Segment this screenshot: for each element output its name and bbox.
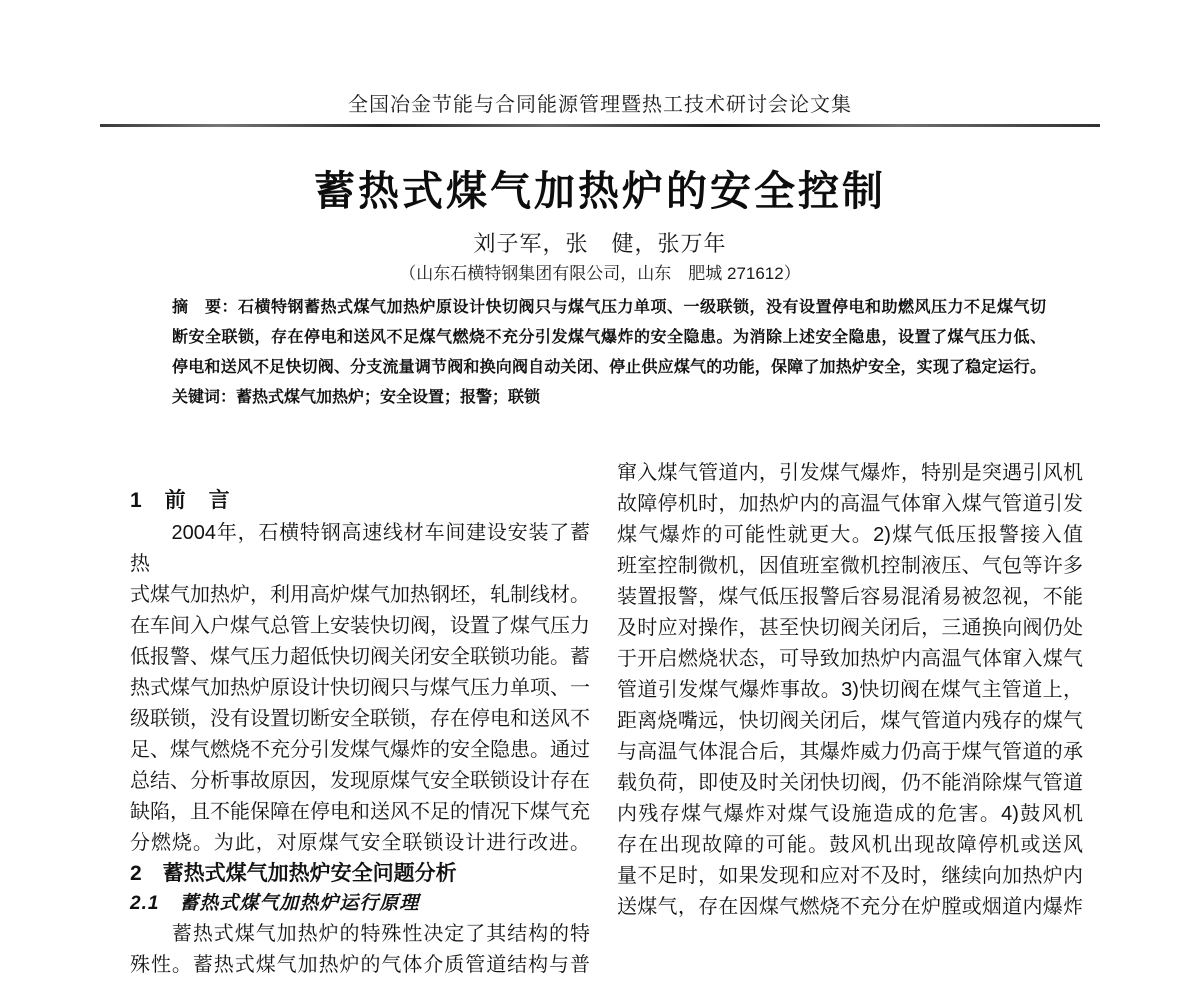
body-text-line: 装置报警，煤气低压报警后容易混淆易被忽视，不能	[617, 586, 1083, 608]
body-text-line: 分燃烧。为此，对原煤气安全联锁设计进行改进。	[130, 832, 590, 854]
header-rule	[100, 124, 1100, 127]
body-text-line: 窜入煤气管道内，引发煤气爆炸，特别是突遇引风机	[617, 462, 1083, 484]
left-column	[130, 484, 590, 981]
section-1-heading: 1 前 言	[130, 489, 231, 512]
body-text-line: 式煤气加热炉，利用高炉煤气加热钢坯，轧制线材。	[130, 584, 590, 606]
body-text-line: 内残存煤气爆炸对煤气设施造成的危害。4)鼓风机	[617, 803, 1083, 825]
abstract-line: 停电和送风不足快切阀、分支流量调节阀和换向阀自动关闭、停止供应煤气的功能，保障了加热炉安全，实现了稳定运行。	[172, 359, 1046, 376]
body-text-line: 煤气爆炸的可能性就更大。2)煤气低压报警接入值	[617, 524, 1083, 546]
keywords-line: 关键词：蓄热式煤气加热炉；安全设置；报警；联锁	[172, 389, 541, 406]
paper-title: 蓄热式煤气加热炉的安全控制	[314, 168, 886, 214]
section-2-1-paragraph	[130, 919, 590, 981]
body-text-line: 及时应对操作，甚至快切阀关闭后，三通换向阀仍处	[617, 617, 1083, 639]
abstract-line: 摘 要：石横特钢蓄热式煤气加热炉原设计快切阀只与煤气压力单项、一级联锁，没有设置停电和助燃风压力不足煤气切	[172, 299, 1046, 316]
proceedings-running-head: 全国冶金节能与合同能源管理暨热工技术研讨会论文集	[348, 94, 852, 116]
body-text-line: 总结、分析事故原因，发现原煤气安全联锁设计存在	[130, 770, 590, 792]
body-text-line: 热式煤气加热炉原设计快切阀只与煤气压力单项、一	[130, 677, 590, 699]
abstract-line: 断安全联锁，存在停电和送风不足煤气燃烧不充分引发煤气爆炸的安全隐患。为消除上述安全隐患，设置了煤气压力低、	[172, 329, 1046, 346]
body-text-line: 低报警、煤气压力超低快切阀关闭安全联锁功能。蓄	[130, 646, 590, 668]
affiliation-line: （山东石横特钢集团有限公司，山东 肥城 271612）	[399, 264, 801, 283]
body-text-line: 载负荷，即使及时关闭快切阀，仍不能消除煤气管道	[617, 772, 1083, 794]
body-text-line: 蓄热式煤气加热炉的特殊性决定了其结构的特	[130, 923, 590, 945]
body-text-line: 在车间入户煤气总管上安装快切阀，设置了煤气压力	[130, 615, 590, 637]
abstract-lines	[172, 293, 1046, 383]
right-column	[617, 458, 1083, 923]
body-text-line: 班室控制微机，因值班室微机控制液压、气包等许多	[617, 555, 1083, 577]
body-text-line: 级联锁，没有设置切断安全联锁，存在停电和送风不	[130, 708, 590, 730]
body-text-line: 2004年，石横特钢高速线材车间建设安装了蓄热	[130, 522, 590, 575]
body-text-line: 缺陷，且不能保障在停电和送风不足的情况下煤气充	[130, 801, 590, 823]
body-text-line: 故障停机时，加热炉内的高温气体窜入煤气管道引发	[617, 493, 1083, 515]
body-text-line: 量不足时，如果发现和应对不及时，继续向加热炉内	[617, 865, 1083, 887]
body-text-line: 存在出现故障的可能。鼓风机出现故障停机或送风	[617, 834, 1083, 856]
body-text-line: 殊性。蓄热式煤气加热炉的气体介质管道结构与普	[130, 954, 590, 976]
abstract-block	[172, 293, 1046, 413]
body-text-line: 送煤气，存在因煤气燃烧不充分在炉膛或烟道内爆炸	[617, 896, 1083, 918]
authors-line: 刘子军，张 健，张万年	[473, 231, 727, 256]
body-text-line: 与高温气体混合后，其爆炸威力仍高于煤气管道的承	[617, 741, 1083, 763]
body-text-line: 足、煤气燃烧不充分引发煤气爆炸的安全隐患。通过	[130, 739, 590, 761]
section-1-paragraph	[130, 518, 590, 859]
right-column-paragraph	[617, 458, 1083, 923]
section-2-1-heading: 2.1 蓄热式煤气加热炉运行原理	[130, 893, 420, 914]
body-text-line: 于开启燃烧状态，可导致加热炉内高温气体窜入煤气	[617, 648, 1083, 670]
section-2-heading: 2 蓄热式煤气加热炉安全问题分析	[130, 862, 457, 885]
body-text-line: 管道引发煤气爆炸事故。3)快切阀在煤气主管道上，	[617, 679, 1083, 701]
body-text-line: 距离烧嘴远，快切阀关闭后，煤气管道内残存的煤气	[617, 710, 1083, 732]
